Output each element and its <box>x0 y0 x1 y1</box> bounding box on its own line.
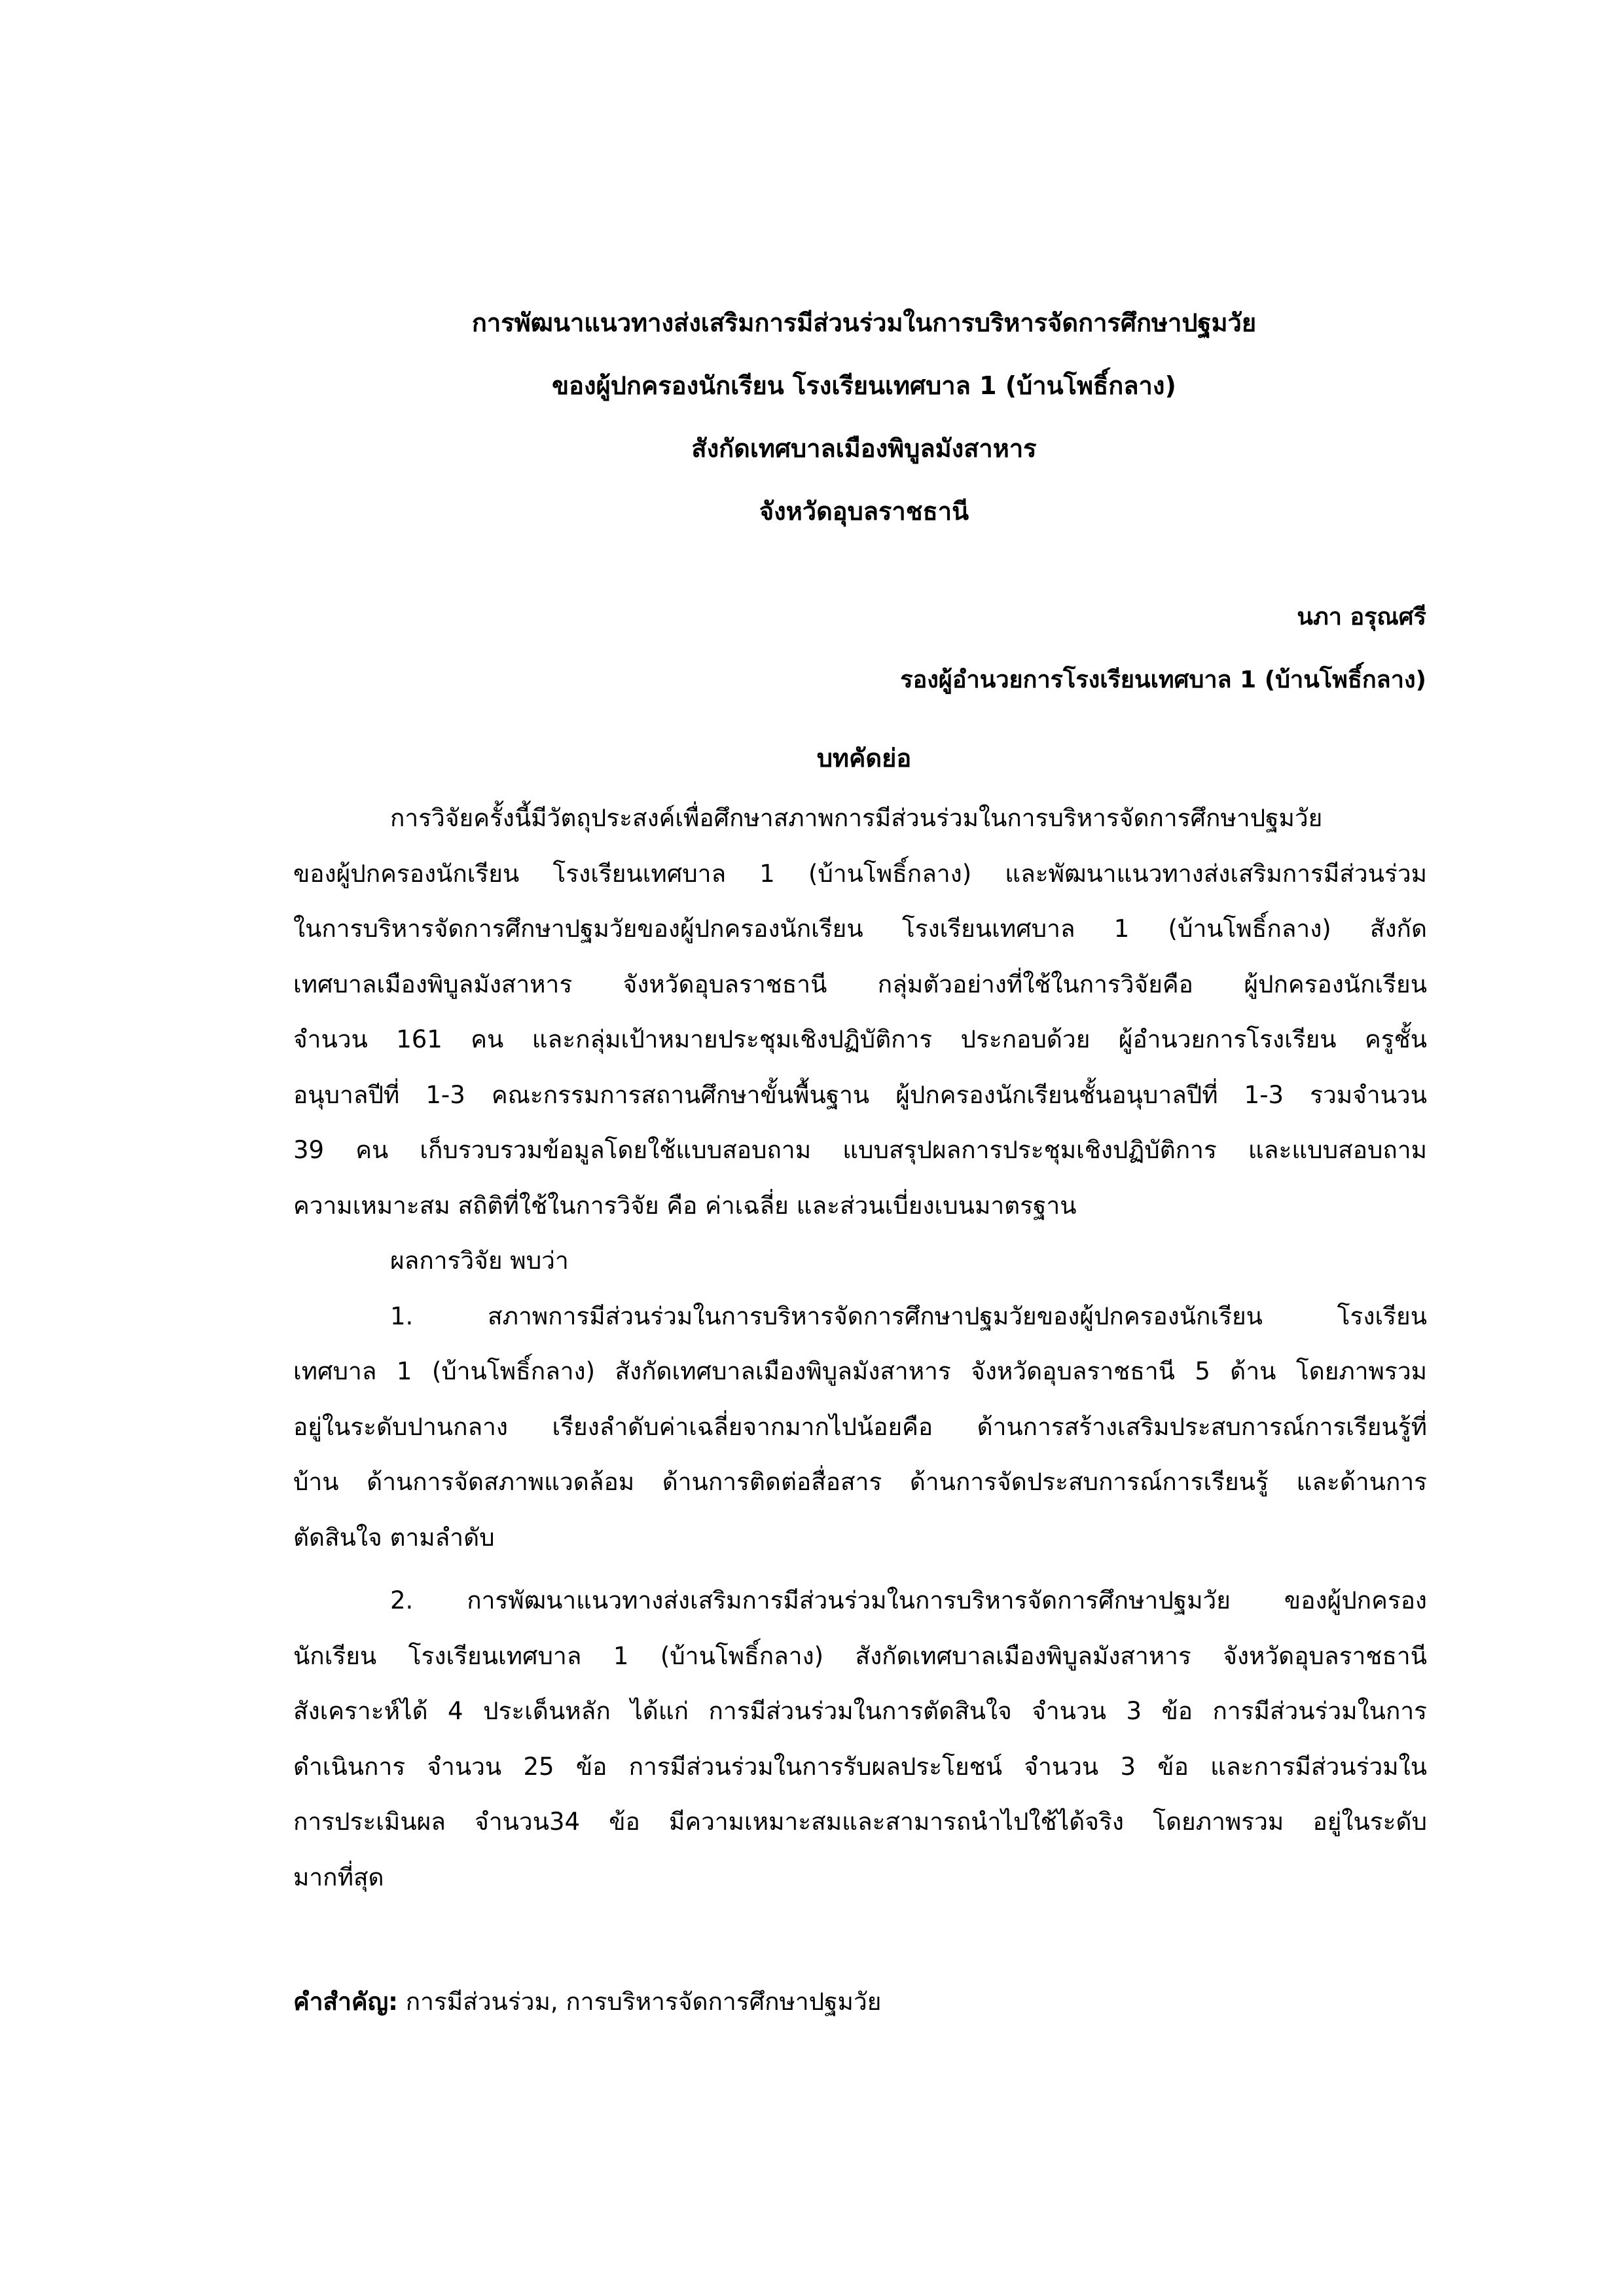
result-2-line: นักเรียน โรงเรียนเทศบาล 1 (บ้านโพธิ์กลาง) สังกัดเทศบาลเมืองพิบูลมังสาหาร จังหวัดอุบลราชธานี <box>293 1641 1427 1670</box>
results-heading: ผลการวิจัย พบว่า <box>390 1247 569 1275</box>
abstract-line: ความเหมาะสม สถิติที่ใช้ในการวิจัย คือ ค่าเฉลี่ย และส่วนเบี่ยงเบนมาตรฐาน <box>293 1191 1077 1220</box>
abstract-line: อนุบาลปีที่ 1-3 คณะกรรมการสถานศึกษาขั้นพื้นฐาน ผู้ปกครองนักเรียนชั้นอนุบาลปีที่ 1-3 รวมจำนวน <box>293 1080 1427 1109</box>
title-line-3: สังกัดเทศบาลเมืองพิบูลมังสาหาร <box>691 434 1037 463</box>
keywords-label: คำสำคัญ: <box>293 1988 398 2016</box>
abstract-heading: บทคัดย่อ <box>816 744 912 773</box>
result-1-line: ตัดสินใจ ตามลำดับ <box>293 1523 495 1552</box>
abstract-line: ของผู้ปกครองนักเรียน โรงเรียนเทศบาล 1 (บ้านโพธิ์กลาง) และพัฒนาแนวทางส่งเสริมการมีส่วนร่วม <box>293 859 1427 888</box>
abstract-line: ในการบริหารจัดการศึกษาปฐมวัยของผู้ปกครองนักเรียน โรงเรียนเทศบาล 1 (บ้านโพธิ์กลาง) สังกัด <box>293 915 1427 943</box>
result-1-line: บ้าน ด้านการจัดสภาพแวดล้อม ด้านการติดต่อสื่อสาร ด้านการจัดประสบการณ์การเรียนรู้ และด้านการ <box>293 1468 1427 1496</box>
abstract-line: จำนวน 161 คน และกลุ่มเป้าหมายประชุมเชิงปฏิบัติการ ประกอบด้วย ผู้อำนวยการโรงเรียน ครูชั้น <box>293 1025 1427 1053</box>
title-line-4: จังหวัดอุบลราชธานี <box>759 497 969 526</box>
title-line-2: ของผู้ปกครองนักเรียน โรงเรียนเทศบาล 1 (บ้านโพธิ์กลาง) <box>552 371 1176 400</box>
abstract-body <box>293 791 1427 1905</box>
author-info <box>900 586 1426 712</box>
result-1-line: 1. สภาพการมีส่วนร่วมในการบริหารจัดการศึกษาปฐมวัยของผู้ปกครองนักเรียน โรงเรียน <box>390 1302 1427 1330</box>
keywords <box>293 1975 1427 2030</box>
paper-title <box>301 291 1427 543</box>
result-1-line: อยู่ในระดับปานกลาง เรียงลำดับค่าเฉลี่ยจากมากไปน้อยคือ ด้านการสร้างเสริมประสบการณ์การเรียนรู้ที่ <box>293 1412 1427 1441</box>
result-2-line: สังเคราะห์ได้ 4 ประเด็นหลัก ได้แก่ การมีส่วนร่วมในการตัดสินใจ จำนวน 3 ข้อ การมีส่วนร่วมในการ <box>293 1697 1427 1725</box>
result-2-line: 2. การพัฒนาแนวทางส่งเสริมการมีส่วนร่วมในการบริหารจัดการศึกษาปฐมวัย ของผู้ปกครอง <box>390 1586 1427 1614</box>
title-line-1: การพัฒนาแนวทางส่งเสริมการมีส่วนร่วมในการบริหารจัดการศึกษาปฐมวัย <box>471 308 1257 337</box>
author-position: รองผู้อำนวยการโรงเรียนเทศบาล 1 (บ้านโพธิ์กลาง) <box>900 666 1426 693</box>
abstract-line: การวิจัยครั้งนี้มีวัตถุประสงค์เพื่อศึกษาสภาพการมีส่วนร่วมในการบริหารจัดการศึกษาปฐมวัย <box>390 804 1323 832</box>
abstract-line: 39 คน เก็บรวบรวมข้อมูลโดยใช้แบบสอบถาม แบบสรุปผลการประชุมเชิงปฏิบัติการ และแบบสอบถาม <box>293 1136 1427 1164</box>
result-2-line: ดำเนินการ จำนวน 25 ข้อ การมีส่วนร่วมในการรับผลประโยชน์ จำนวน 3 ข้อ และการมีส่วนร่วมใน <box>293 1752 1427 1781</box>
result-1-line: เทศบาล 1 (บ้านโพธิ์กลาง) สังกัดเทศบาลเมืองพิบูลมังสาหาร จังหวัดอุบลราชธานี 5 ด้าน โดยภาพรวม <box>293 1357 1427 1385</box>
abstract-line: เทศบาลเมืองพิบูลมังสาหาร จังหวัดอุบลราชธานี กลุ่มตัวอย่างที่ใช้ในการวิจัยคือ ผู้ปกครองนักเรียน <box>293 970 1427 998</box>
keywords-text: การมีส่วนร่วม, การบริหารจัดการศึกษาปฐมวัย <box>397 1988 882 2016</box>
result-2-line: มากที่สุด <box>293 1863 384 1891</box>
result-2-line: การประเมินผล จำนวน34 ข้อ มีความเหมาะสมและสามารถนำไปใช้ได้จริง โดยภาพรวม อยู่ในระดับ <box>293 1808 1427 1836</box>
author-name: นภา อรุณศรี <box>1297 604 1426 630</box>
